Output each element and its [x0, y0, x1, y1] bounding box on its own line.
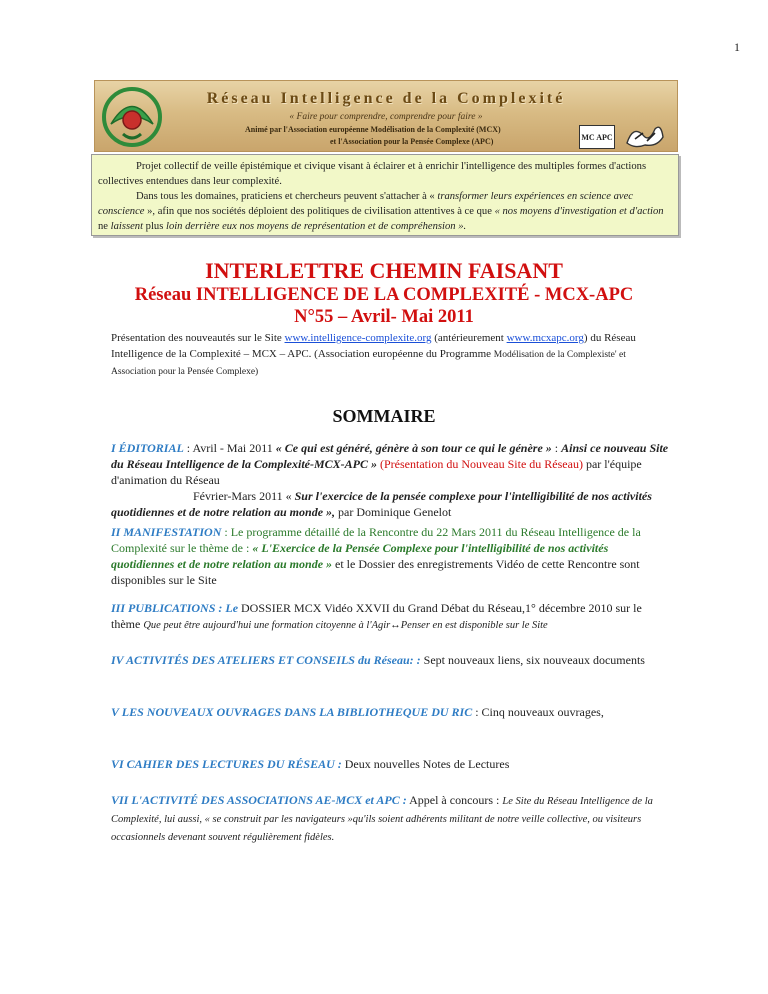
editorial-colon: : — [554, 441, 562, 455]
associations-heading[interactable]: VII L'ACTIVITÉ DES ASSOCIATIONS AE-MCX et APC : — [111, 793, 407, 807]
section-ateliers — [111, 652, 671, 668]
banner-line-1: Animé par l'Association européenne Modélisation de la Complexité (MCX) — [245, 125, 501, 134]
section-editorial — [111, 440, 671, 520]
editorial-site-note: (Présentation du Nouveau Site du Réseau) — [377, 457, 583, 471]
section-associations — [111, 792, 671, 846]
banner-line-2: et l'Association pour la Pensée Complexe (APC) — [330, 137, 494, 146]
section-manifestation — [111, 524, 671, 588]
intro-text-2g: plus — [143, 221, 166, 232]
header-banner — [94, 80, 678, 152]
old-site-link[interactable]: www.mcxapc.org — [506, 332, 584, 344]
banner-tagline: « Faire pour comprendre, comprendre pour faire » — [289, 112, 483, 122]
editorial-quote-2: Sur l'exercice de la pensée complexe pour l'intelligibilité de nos activités quotidiennes et de notre relation au monde », — [111, 489, 652, 519]
presentation-text-a: Présentation des nouveautés sur le Site — [111, 332, 285, 344]
subtitle-issue: N°55 – Avril- Mai 2011 — [294, 307, 474, 327]
presentation-text-d: Modélisation de la Complexiste' et Association pour la Pensée Complexe) — [111, 350, 626, 377]
site-link[interactable]: www.intelligence-complexite.org — [284, 332, 432, 344]
intro-quote-4: loin derrière eux nos moyens de représentation et de compréhension ». — [166, 221, 467, 232]
ateliers-heading[interactable]: IV ACTIVITÉS DES ATELIERS ET CONSEILS du Réseau: : — [111, 653, 421, 667]
editorial-date: : Avril - Mai 2011 — [183, 441, 276, 455]
editorial-byline: par l'équipe d'animation du Réseau — [111, 457, 642, 487]
associations-note: Le Site du Réseau Intelligence de la Complexité, lui aussi, « se construit par les navigateurs »qu'ils soient adhérents militant de notre veille collective, ou visiteurs occasionnels devenant souvent régulièrement fidèles. — [111, 796, 653, 843]
section-lectures — [111, 756, 671, 772]
manifestation-heading[interactable]: II MANIFESTATION — [111, 525, 222, 539]
mcx-apc-badge: MC APC — [579, 125, 615, 149]
banner-title: Réseau Intelligence de la Complexité — [206, 90, 566, 107]
publications-theme: Que peut être aujourd'hui une formation citoyenne à l'Agir↔Penser en est disponible sur le Site — [143, 620, 548, 631]
main-title: INTERLETTRE CHEMIN FAISANT — [205, 258, 563, 283]
ink-brush-emblem-icon — [623, 121, 667, 151]
presentation-paragraph — [111, 330, 671, 380]
presentation-text-b: (antérieurement — [431, 332, 507, 344]
manifestation-text: : Le programme détaillé de la Rencontre du 22 Mars 2011 du Réseau Intelligence de la Complexité sur le thème de : — [111, 525, 641, 555]
intro-quote-1: transformer leurs expériences en science avec conscience — [98, 191, 633, 217]
editorial-date-2: Février-Mars 2011 « — [193, 489, 295, 503]
bibliotheque-heading[interactable]: V LES NOUVEAUX OUVRAGES DANS LA BIBLIOTHEQUE DU RIC — [111, 705, 473, 719]
intro-text-2a: Dans tous les domaines, praticiens et chercheurs peuvent s'attacher à « — [136, 191, 438, 202]
lectures-heading[interactable]: VI CAHIER DES LECTURES DU RÉSEAU : — [111, 757, 342, 771]
sommaire-heading: SOMMAIRE — [332, 406, 436, 426]
publications-text: DOSSIER MCX Vidéo XXVII du Grand Débat du Réseau,1° décembre 2010 sur le thème — [111, 601, 642, 631]
editorial-site-title: Ainsi ce nouveau Site du Réseau Intelligence de la Complexité-MCX-APC » — [111, 441, 669, 471]
page-number: 1 — [734, 40, 740, 54]
intro-box — [91, 154, 679, 236]
presentation-text-c: ) du Réseau Intelligence de la Complexité – MCX – APC. (Association européenne du Programme — [111, 332, 636, 360]
lectures-text: Deux nouvelles Notes de Lectures — [341, 757, 510, 771]
intro-text-1: Projet collectif de veille épistémique et civique visant à éclairer et à enrichir l'intelligence des multiples formes d'actions collectives entendues dans leur complexité. — [98, 161, 647, 187]
intro-quote-3: laissent — [110, 221, 144, 232]
section-bibliotheque — [111, 704, 671, 720]
publications-le: Le — [225, 601, 239, 615]
associations-text: Appel à concours : — [406, 793, 503, 807]
intro-paragraph-1 — [98, 159, 672, 189]
editorial-heading[interactable]: I ÉDITORIAL — [111, 441, 184, 455]
editorial-quote: « Ce qui est généré, génère à son tour ce qui le génère » — [275, 441, 555, 455]
intro-text-2e: ne — [98, 221, 111, 232]
bibliotheque-text: : Cinq nouveaux ouvrages, — [472, 705, 604, 719]
manifestation-theme: « L'Exercice de la Pensée Complexe pour l'intelligibilité de nos activités quotidiennes et de notre relation au monde » — [111, 541, 609, 571]
section-publications — [111, 600, 671, 634]
manifestation-video: et le Dossier des enregistrements Vidéo de cette Rencontre sont disponibles sur le Site — [111, 557, 640, 587]
editorial-author: par Dominique Genelot — [335, 505, 452, 519]
subtitle-network: Réseau INTELLIGENCE DE LA COMPLEXITÉ - MCX-APC — [134, 285, 634, 305]
ateliers-text: Sept nouveaux liens, six nouveaux documents — [420, 653, 645, 667]
intro-paragraph-2 — [98, 189, 672, 234]
publications-heading[interactable]: III PUBLICATIONS : — [111, 601, 226, 615]
intro-text-2c: », afin que nos sociétés déploient des politiques de civilisation attentives à ce que — [144, 206, 495, 217]
intro-quote-2: « nos moyens d'investigation et d'action — [494, 206, 664, 217]
